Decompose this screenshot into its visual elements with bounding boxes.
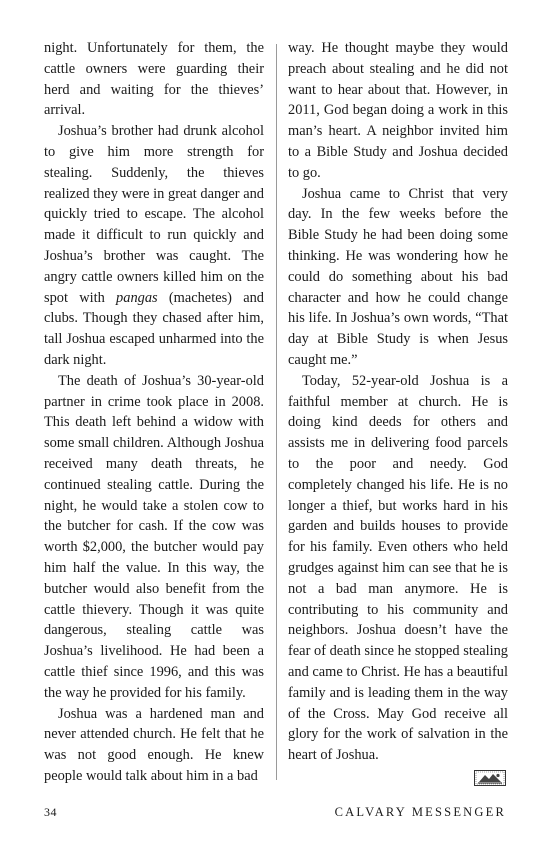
- end-mark-icon: [474, 770, 506, 786]
- paragraph: [44, 121, 264, 371]
- column-divider: [276, 44, 277, 780]
- paragraph: Today, 52-year-old Joshua is a faithful member at church. He is doing kind deeds for others and assists me in delivering food parcels to the poor and needy. God completely changed his life. He is no longer a thief, but works hard in his garden and builds houses to provide for his family. Even others who held grudges against him can see that he is not a bad man anymore. He is contributing to his community and neighbors. Joshua doesn’t have the fear of death since he stopped stealing and came to Christ. He has a beautiful family and is leading them in the way of the Cross. May God receive all glory for the work of salvation in the heart of Joshua.: [288, 372, 508, 764]
- paragraph: way. He thought maybe they would preach about stealing and he did not want to hear about that. However, in 2011, God began doing a work in this man’s heart. A neighbor invited him to a Bible Study and Joshua decided to go.: [288, 40, 508, 181]
- italic-term: pangas: [116, 289, 158, 306]
- paragraph: The death of Joshua’s 30-year-old partner in crime took place in 2008. This death left behind a widow with some small children. Although Joshua received many death threats, he continued stealing cattle. During the night, he would take a stolen cow to the butcher for cash. If the cow was worth $2,000, the butcher would pay him half the value. In this way, the butcher would also benefit from the cattle thievery. Though it was quite dangerous, stealing cattle was Joshua’s livelihood. He had been a cattle thief since 1996, and this was the way he provided for his family.: [44, 372, 264, 701]
- left-column: [44, 38, 264, 787]
- paragraph: night. Unfortunately for them, the cattle owners were guarding their herd and waiting for the thieves’ arrival.: [44, 40, 264, 119]
- paragraph: Joshua came to Christ that very day. In the few weeks before the Bible Study he had been doing some thinking. He was wondering how he could do something about his bad character and how he could change his life. In Joshua’s own words, “That day at Bible Study is when Jesus caught me.”: [288, 185, 508, 368]
- paragraph-text: (machetes) and clubs. Though they chased after him, tall Joshua escaped unharmed into the dark night.: [44, 289, 264, 368]
- page-number: 34: [44, 805, 57, 819]
- paragraph: Joshua was a hardened man and never attended church. He felt that he was not good enough. He knew people would talk about him in a bad: [44, 705, 264, 784]
- running-head: CALVARY MESSENGER: [334, 805, 506, 819]
- right-column: [288, 38, 508, 766]
- paragraph-text: Joshua’s brother had drunk alcohol to give him more strength for stealing. Suddenly, the thieves realized they were in great danger and quickly tried to escape. The alcohol made it difficult to run quickly and Joshua’s brother was caught. The angry cattle owners killed him on the spot with: [44, 123, 264, 306]
